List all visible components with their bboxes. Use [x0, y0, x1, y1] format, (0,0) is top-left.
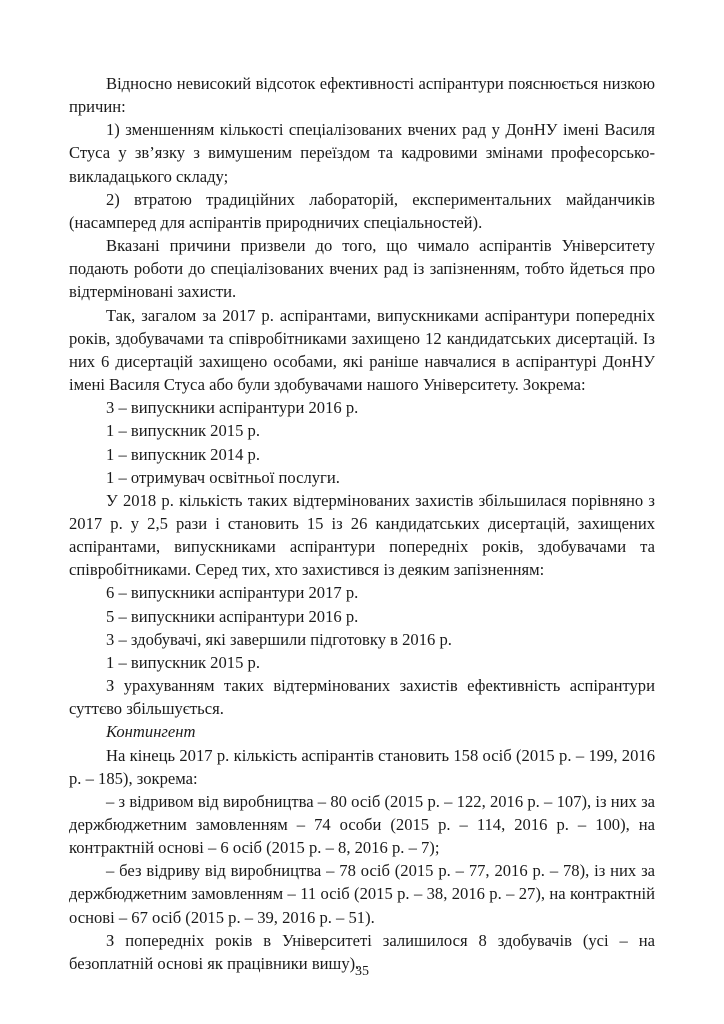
paragraph: 1) зменшенням кількості спеціалізованих вчених рад у ДонНУ імені Василя Стуса у зв’язку з вимушеним переїздом та кадровими змінами професорсько-викладацького складу;: [69, 120, 655, 186]
paragraph: Так, загалом за 2017 р. аспірантами, випускниками аспірантури попередніх років, здобувачами та співробітниками захищено 12 кандидатських дисертацій. Із них 6 дисертацій захищено особами, які раніше навчалися в аспірантурі ДонНУ імені Василя Стуса або були здобувачами нашого Університету. Зокрема:: [69, 305, 655, 395]
list-item: 1 – випускник 2015 р.: [106, 421, 260, 441]
paragraph: У 2018 р. кількість таких відтермінованих захистів збільшилася порівняно з 2017 р. у 2,5 рази і становить 15 із 26 кандидатських дисертацій, захищених аспірантами, випускниками аспірантури попередніх років, здобувачами та співробітниками. Серед тих, хто захистився із деяким запізненням:: [69, 490, 655, 580]
paragraph: 2) втратою традиційних лабораторій, експериментальних майданчиків (насамперед для аспірантів природничих спеціальностей).: [69, 189, 655, 232]
list-item: 3 – здобувачі, які завершили підготовку в 2016 р.: [106, 629, 452, 649]
paragraph: Вказані причини призвели до того, що чимало аспірантів Університету подають роботи до спеціалізованих вчених рад із запізненням, тобто йдеться про відтерміновані захисти.: [69, 236, 655, 302]
paragraph: З урахуванням таких відтермінованих захистів ефективність аспірантури суттєво збільшується.: [69, 676, 655, 719]
list-item: 1 – випускник 2014 р.: [106, 444, 260, 464]
paragraph: – з відривом від виробництва – 80 осіб (2015 р. – 122, 2016 р. – 107), із них за держбюджетним замовленням – 74 особи (2015 р. – 114, 2016 р. – 100), на контрактній основі – 6 осіб (2015 р. – 8, 2016 р. – 7);: [69, 791, 655, 858]
paragraph: Відносно невисокий відсоток ефективності аспірантури пояснюється низкою причин:: [69, 74, 655, 117]
page-number: 35: [355, 964, 369, 979]
section-heading: Контингент: [106, 722, 196, 742]
paragraph: – без відриву від виробництва – 78 осіб (2015 р. – 77, 2016 р. – 78), із них за держбюджетним замовленням – 11 осіб (2015 р. – 38, 2016 р. – 27), на контрактній основі – 67 осіб (2015 р. – 39, 2016 р. – 51).: [69, 861, 655, 927]
page-body: [69, 72, 655, 975]
paragraph: На кінець 2017 р. кількість аспірантів становить 158 осіб (2015 р. – 199, 2016 р. – 185), зокрема:: [69, 745, 655, 788]
paragraph: З попередніх років в Університеті залишилося 8 здобувачів (усі – на безоплатній основі як працівники вишу).: [69, 930, 655, 973]
list-item: 1 – отримувач освітньої послуги.: [106, 467, 340, 487]
list-item: 3 – випускники аспірантури 2016 р.: [106, 398, 359, 418]
list-item: 5 – випускники аспірантури 2016 р.: [106, 606, 359, 626]
list-item: 6 – випускники аспірантури 2017 р.: [106, 583, 359, 603]
list-item: 1 – випускник 2015 р.: [106, 652, 260, 672]
